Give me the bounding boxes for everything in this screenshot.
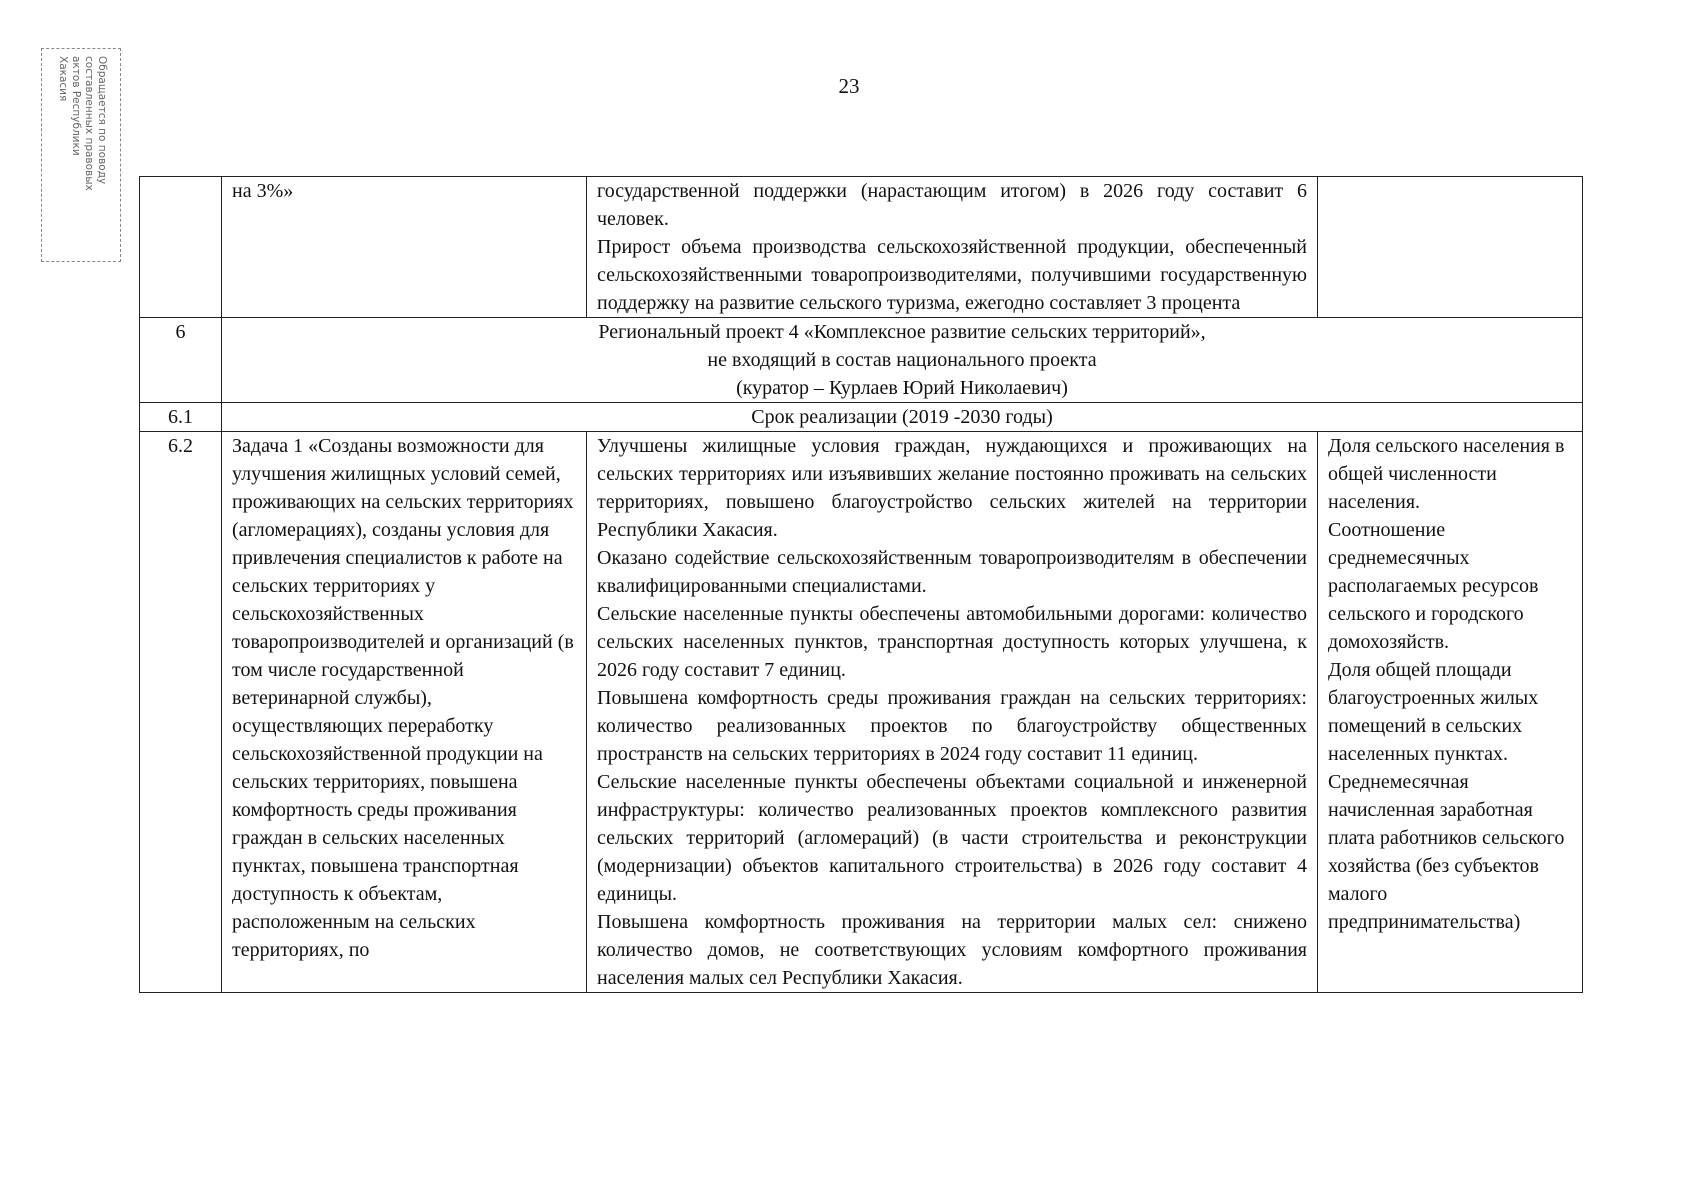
row-number: 6.2 xyxy=(140,432,222,993)
task-text: на 3%» xyxy=(232,180,294,202)
result-paragraph: Оказано содействие сельскохозяйственным товаропроизводителям в обеспечении квалифицированными специалистами. xyxy=(597,547,1307,597)
stamp-text xyxy=(56,56,108,256)
result-paragraph: государственной поддержки (нарастающим итогом) в 2026 году составит 6 человек. xyxy=(597,180,1307,230)
project-curator-line: (куратор – Курлаев Юрий Николаевич) xyxy=(736,377,1068,399)
approval-stamp xyxy=(41,48,121,262)
task-cell xyxy=(222,432,587,993)
indicator-item: Доля общей площади благоустроенных жилых помещений в сельских населенных пунктах. xyxy=(1328,659,1539,765)
table-row-6-1 xyxy=(140,403,1583,432)
task-text: Задача 1 «Созданы возможности для улучшения жилищных условий семей, проживающих на сельских территориях (агломерациях), созданы условия для привлечения специалистов к работе на сельских территориях у сельскохозяйственных товаропроизводителей и организаций (в том числе государственной ветеринарной службы), осуществляющих переработку сельскохозяйственной продукции на сельских территориях, повышена комфортность среды проживания граждан в сельских населенных пунктах, повышена транспортная доступность к объектам, расположенным на сельских территориях, по xyxy=(232,435,574,961)
result-paragraph: Прирост объема производства сельскохозяйственной продукции, обеспеченный сельскохозяйственными товаропроизводителями, получившими государственную поддержку на развитие сельского туризма, ежегодно составляет 3 процента xyxy=(597,236,1307,314)
program-table xyxy=(139,176,1583,993)
indicator-item: Доля сельского населения в общей численности населения. xyxy=(1328,435,1565,513)
row-number: 6 xyxy=(140,318,222,403)
project-title-line: не входящий в состав национального проекта xyxy=(707,349,1097,371)
indicator-item: Среднемесячная начисленная заработная плата работников сельского хозяйства (без субъектов малого предпринимательства) xyxy=(1328,771,1565,933)
result-paragraph: Улучшены жилищные условия граждан, нуждающихся и проживающих на сельских территориях или изъявивших желание постоянно проживать на сельских территориях, повышено благоустройство сельских жителей на территории Республики Хакасия. xyxy=(597,435,1307,541)
result-paragraph: Повышена комфортность среды проживания граждан на сельских территориях: количество реализованных проектов по благоустройству общественных пространств на сельских территориях в 2024 году составит 11 единиц. xyxy=(597,687,1307,765)
page-number: 23 xyxy=(838,74,860,98)
regional-project-title xyxy=(222,318,1583,403)
row-number: 6.1 xyxy=(140,403,222,432)
stamp-line: актов Республики xyxy=(70,56,82,156)
indicator-cell xyxy=(1318,432,1583,993)
results-cell xyxy=(587,432,1318,993)
row-number-cell xyxy=(140,177,222,318)
result-paragraph: Сельские населенные пункты обеспечены автомобильными дорогами: количество сельских населенных пунктов, транспортная доступность которых улучшена, к 2026 году составит 7 единиц. xyxy=(597,603,1307,681)
implementation-period: Срок реализации (2019 -2030 годы) xyxy=(222,403,1583,432)
project-title-line: Региональный проект 4 «Комплексное развитие сельских территорий», xyxy=(598,321,1206,343)
indicator-item: Соотношение среднемесячных располагаемых ресурсов сельского и городского домохозяйств. xyxy=(1328,519,1539,653)
stamp-line: Обращается по поводу xyxy=(96,56,108,185)
task-cell xyxy=(222,177,587,318)
indicator-cell xyxy=(1318,177,1583,318)
table-row-6-2 xyxy=(140,432,1583,993)
stamp-line: Хакасия xyxy=(57,56,69,102)
results-cell xyxy=(587,177,1318,318)
result-paragraph: Повышена комфортность проживания на территории малых сел: снижено количество домов, не соответствующих условиям комфортного проживания населения малых сел Республики Хакасия. xyxy=(597,911,1307,989)
table-row-6 xyxy=(140,318,1583,403)
stamp-line: составленных правовых xyxy=(83,56,95,191)
result-paragraph: Сельские населенные пункты обеспечены объектами социальной и инженерной инфраструктуры: количество реализованных проектов комплексного развития сельских территорий (агломераций) (в части строительства и реконструкции (модернизации) объектов капитального строительства) в 2026 году составит 4 единицы. xyxy=(597,771,1307,905)
table-row-continued xyxy=(140,177,1583,318)
